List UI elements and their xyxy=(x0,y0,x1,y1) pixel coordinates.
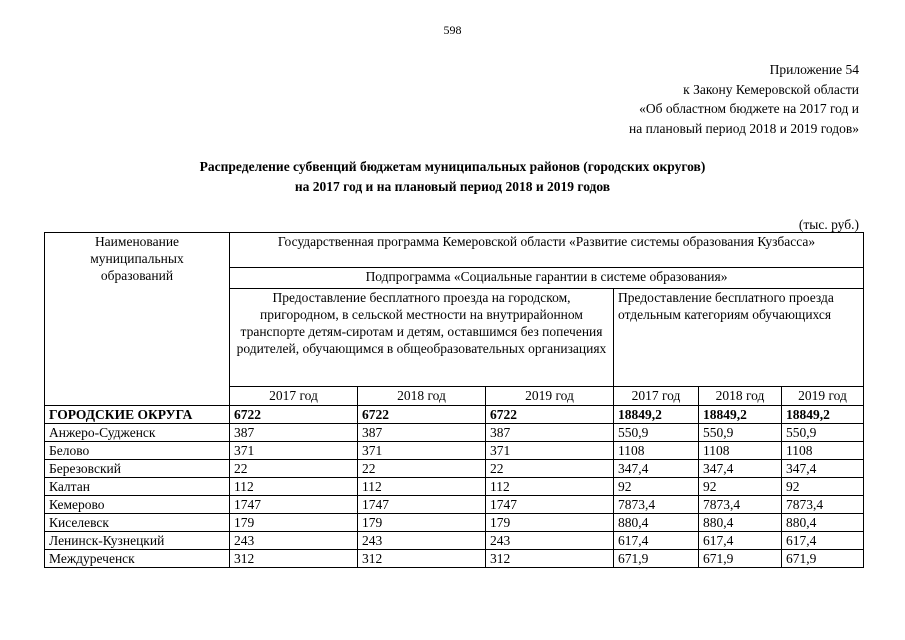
amount-cell: 617,4 xyxy=(782,532,864,550)
amount-cell: 7873,4 xyxy=(614,496,699,514)
municipality-name: Анжеро-Судженск xyxy=(45,424,230,442)
amount-cell: 179 xyxy=(358,514,486,532)
subprogram-header: Подпрограмма «Социальные гарантии в системе образования» xyxy=(230,268,864,289)
amount-cell: 347,4 xyxy=(699,460,782,478)
municipality-name: Киселевск xyxy=(45,514,230,532)
year-header: 2019 год xyxy=(782,387,864,406)
amount-cell: 22 xyxy=(486,460,614,478)
amount-cell: 6722 xyxy=(486,406,614,424)
municipality-name: Ленинск-Кузнецкий xyxy=(45,532,230,550)
amount-cell: 7873,4 xyxy=(699,496,782,514)
amount-cell: 243 xyxy=(486,532,614,550)
appendix-line: на плановый период 2018 и 2019 годов» xyxy=(628,120,859,136)
amount-cell: 18849,2 xyxy=(782,406,864,424)
units-label: (тыс. руб.) xyxy=(798,217,859,232)
table-row xyxy=(45,532,864,550)
program-header: Государственная программа Кемеровской области «Развитие системы образования Кузбасса» xyxy=(230,233,864,268)
document-title xyxy=(0,157,905,197)
municipality-name: ГОРОДСКИЕ ОКРУГА xyxy=(45,406,230,424)
amount-cell: 671,9 xyxy=(614,550,699,568)
amount-cell: 1108 xyxy=(614,442,699,460)
amount-cell: 1108 xyxy=(782,442,864,460)
page-number: 598 xyxy=(443,23,462,37)
measure-students-header: Предоставление бесплатного проезда отдельным категориям обучающихся xyxy=(614,289,864,387)
municipality-name: Белово xyxy=(45,442,230,460)
table-row xyxy=(45,514,864,532)
amount-cell: 18849,2 xyxy=(699,406,782,424)
amount-cell: 880,4 xyxy=(614,514,699,532)
year-header: 2019 год xyxy=(486,387,614,406)
amount-cell: 371 xyxy=(486,442,614,460)
amount-cell: 22 xyxy=(230,460,358,478)
subvention-table xyxy=(44,232,864,568)
municipality-column-header: Наименование муниципальных образований xyxy=(45,233,230,406)
amount-cell: 179 xyxy=(230,514,358,532)
amount-cell: 112 xyxy=(358,478,486,496)
year-header: 2018 год xyxy=(699,387,782,406)
amount-cell: 243 xyxy=(358,532,486,550)
year-header: 2017 год xyxy=(230,387,358,406)
amount-cell: 1108 xyxy=(699,442,782,460)
amount-cell: 371 xyxy=(230,442,358,460)
title-line-2: на 2017 год и на плановый период 2018 и 2019 годов xyxy=(294,179,611,194)
municipality-name: Междуреченск xyxy=(45,550,230,568)
amount-cell: 387 xyxy=(486,424,614,442)
amount-cell: 312 xyxy=(486,550,614,568)
amount-cell: 312 xyxy=(230,550,358,568)
amount-cell: 1747 xyxy=(486,496,614,514)
amount-cell: 671,9 xyxy=(699,550,782,568)
amount-cell: 371 xyxy=(358,442,486,460)
amount-cell: 550,9 xyxy=(614,424,699,442)
amount-cell: 243 xyxy=(230,532,358,550)
amount-cell: 6722 xyxy=(230,406,358,424)
appendix-note xyxy=(629,60,859,138)
table-row xyxy=(45,550,864,568)
municipality-name: Калтан xyxy=(45,478,230,496)
amount-cell: 347,4 xyxy=(614,460,699,478)
table-row xyxy=(45,406,864,424)
table-row xyxy=(45,478,864,496)
amount-cell: 312 xyxy=(358,550,486,568)
amount-cell: 92 xyxy=(782,478,864,496)
title-line-1: Распределение субвенций бюджетам муниципальных районов (городских округов) xyxy=(199,159,706,174)
municipality-name: Кемерово xyxy=(45,496,230,514)
amount-cell: 387 xyxy=(358,424,486,442)
amount-cell: 92 xyxy=(699,478,782,496)
municipality-name: Березовский xyxy=(45,460,230,478)
amount-cell: 112 xyxy=(486,478,614,496)
amount-cell: 387 xyxy=(230,424,358,442)
amount-cell: 18849,2 xyxy=(614,406,699,424)
amount-cell: 671,9 xyxy=(782,550,864,568)
appendix-line: «Об областном бюджете на 2017 год и xyxy=(639,101,859,116)
amount-cell: 112 xyxy=(230,478,358,496)
amount-cell: 6722 xyxy=(358,406,486,424)
table-row xyxy=(45,442,864,460)
year-header: 2017 год xyxy=(614,387,699,406)
amount-cell: 617,4 xyxy=(614,532,699,550)
amount-cell: 550,9 xyxy=(699,424,782,442)
appendix-line: Приложение 54 xyxy=(769,62,859,77)
table-row xyxy=(45,496,864,514)
amount-cell: 617,4 xyxy=(699,532,782,550)
table-row xyxy=(45,424,864,442)
amount-cell: 179 xyxy=(486,514,614,532)
amount-cell: 550,9 xyxy=(782,424,864,442)
amount-cell: 22 xyxy=(358,460,486,478)
appendix-line: к Закону Кемеровской области xyxy=(683,81,859,97)
amount-cell: 880,4 xyxy=(782,514,864,532)
measure-orphans-header: Предоставление бесплатного проезда на городском, пригородном, в сельской местности на внутрирайонном транспорте детям-сиротам и детям, оставшимся без попечения родителей, обучающимся в общеобразовательных организациях xyxy=(230,289,614,387)
amount-cell: 880,4 xyxy=(699,514,782,532)
amount-cell: 347,4 xyxy=(782,460,864,478)
amount-cell: 7873,4 xyxy=(782,496,864,514)
year-header: 2018 год xyxy=(358,387,486,406)
amount-cell: 1747 xyxy=(358,496,486,514)
amount-cell: 1747 xyxy=(230,496,358,514)
amount-cell: 92 xyxy=(614,478,699,496)
table-row xyxy=(45,460,864,478)
